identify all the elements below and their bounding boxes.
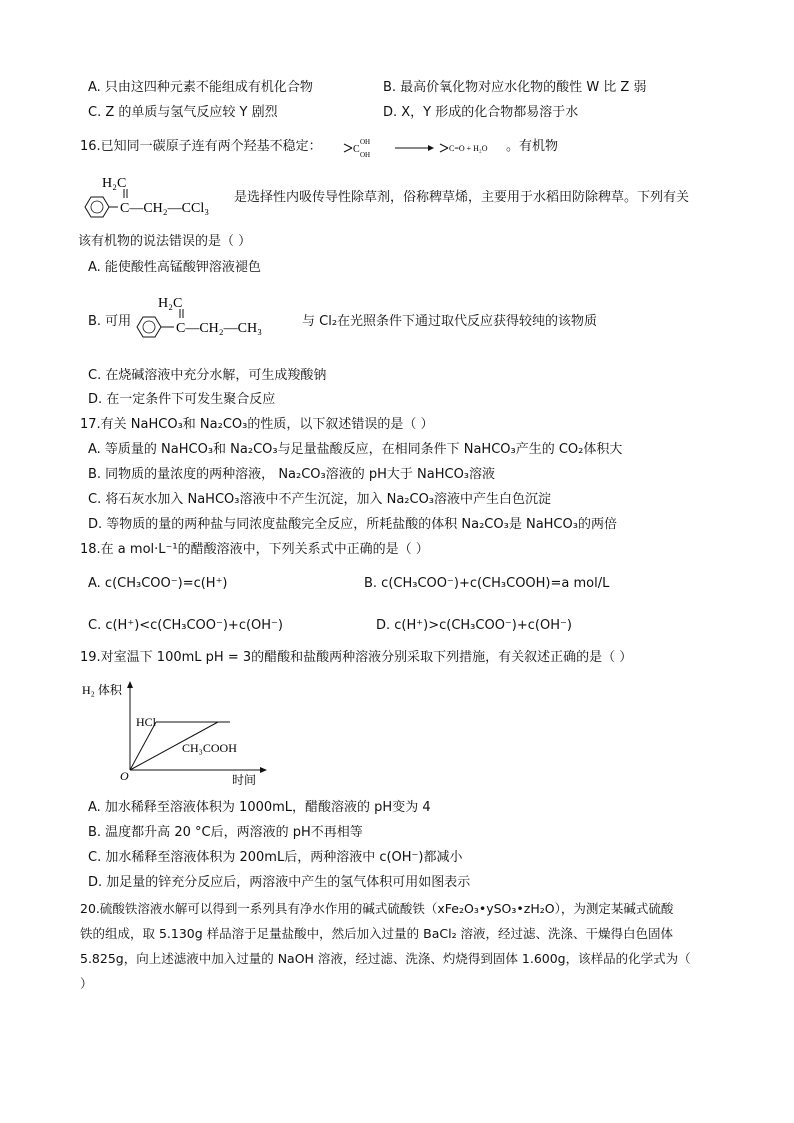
q20-line-1: 20.硫酸铁溶液水解可以得到一系列具有净水作用的碱式硫酸铁（xFe₂O₃•ySO₃•zH₂O），为测定某碱式硫酸: [80, 901, 674, 916]
q16b-h2c-label: H₂C: [158, 296, 183, 311]
graph-origin-label: O: [120, 769, 129, 783]
q19-option-c: C. 加水稀释至溶液体积为 200mL后，两种溶液中 c(OH⁻)都减小: [88, 850, 463, 865]
eq-oh-bottom: OH: [360, 151, 371, 159]
eq-oh-top: OH: [360, 138, 371, 146]
q16-chain-label: C—CH₂—CCl₃: [120, 201, 210, 216]
q19-option-b: B. 温度都升高 20 °C后，两溶液的 pH不再相等: [88, 825, 363, 840]
q20-line-3: 5.825g，向上述滤液中加入过量的 NaOH 溶液，经过滤、洗涤、灼烧得到固体 1.600g，该样品的化学式为（: [80, 951, 691, 966]
q18-option-d: D. c(H⁺)>c(CH₃COO⁻)+c(OH⁻): [376, 618, 572, 633]
q18-option-b: B. c(CH₃COO⁻)+c(CH₃COOH)=a mol/L: [364, 576, 610, 591]
q16b-chain-label: C—CH₂—CH₃: [176, 321, 262, 336]
q17-stem: 17.有关 NaHCO₃和 Na₂CO₃的性质，以下叙述错误的是（ ）: [80, 417, 434, 432]
svg-text:C: C: [353, 144, 360, 155]
q16-option-b-structure: [132, 290, 302, 342]
q19-stem: 19.对室温下 100mL pH = 3的醋酸和盐酸两种溶液分别采取下列措施，有关叙述正确的是（ ）: [80, 650, 633, 665]
q17-option-c: C. 将石灰水加入 NaHCO₃溶液中不产生沉淀，加入 Na₂CO₃溶液中产生白色沉淀: [88, 492, 552, 507]
q16-intro-end: 。有机物: [506, 139, 559, 154]
q16-stem: 该有机物的说法错误的是（ ）: [78, 234, 252, 249]
q18-option-c: C. c(H⁺)<c(CH₃COO⁻)+c(OH⁻): [88, 618, 283, 633]
q16-option-b-suffix: 与 Cl₂在光照条件下通过取代反应获得较纯的该物质: [302, 314, 598, 329]
q16-option-a: A. 能使酸性高锰酸钾溶液褪色: [88, 260, 261, 275]
q17-option-b: B. 同物质的量浓度的两种溶液， Na₂CO₃溶液的 pH大于 NaHCO₃溶液: [88, 467, 496, 482]
eq-product: C=O + H₂O: [449, 144, 488, 153]
q17-option-d: D. 等物质的量的两种盐与同浓度盐酸完全反应，所耗盐酸的体积 Na₂CO₃是 NaHCO₃的两倍: [88, 517, 617, 532]
q19-option-a: A. 加水稀释至溶液体积为 1000mL，醋酸溶液的 pH变为 4: [88, 800, 431, 815]
q16-intro: 16.已知同一碳原子连有两个羟基不稳定：: [80, 139, 322, 154]
q18-option-a: A. c(CH₃COO⁻)=c(H⁺): [88, 576, 228, 591]
geminal-diol-equation: [340, 134, 530, 162]
q20-line-2: 铁的组成，取 5.130g 样品溶于足量盐酸中，然后加入过量的 BaCl₂ 溶液，经过滤、洗涤、干燥得白色固体: [80, 926, 674, 941]
graph-acetic-label: CH₃COOH: [182, 741, 237, 755]
q20-line-4: ）: [80, 976, 93, 991]
q16-option-c: C. 在烧碱溶液中充分水解，可生成羧酸钠: [88, 368, 327, 383]
q19-option-d: D. 加足量的锌充分反应后，两溶液中产生的氢气体积可用如图表示: [88, 875, 471, 890]
q15-option-a: A. 只由这四种元素不能组成有机化合物: [88, 80, 313, 95]
q15-option-d: D. X，Y 形成的化合物都易溶于水: [383, 105, 579, 120]
graph-hcl-label: HCl: [136, 715, 157, 729]
q15-option-c: C. Z 的单质与氢气反应较 Y 剧烈: [88, 105, 278, 120]
q16-molecule-structure: [80, 170, 240, 222]
q17-option-a: A. 等质量的 NaHCO₃和 Na₂CO₃与足量盐酸反应，在相同条件下 NaHCO₃产生的 CO₂体积大: [88, 442, 623, 457]
q16-option-d: D. 在一定条件下可发生聚合反应: [88, 392, 276, 407]
q16-h2c-label: H₂C: [102, 176, 127, 191]
q15-option-b: B. 最高价氧化物对应水化物的酸性 W 比 Z 弱: [383, 80, 647, 95]
graph-y-label: H₂ 体积: [82, 683, 122, 697]
q19-hydrogen-volume-graph: [80, 678, 280, 790]
q16-option-b-prefix: B. 可用: [88, 314, 132, 329]
q18-stem: 18.在 a mol·L⁻¹的醋酸溶液中，下列关系式中正确的是（ ）: [80, 542, 429, 557]
graph-x-label: 时间: [232, 773, 257, 787]
q16-description: 是选择性内吸传导性除草剂，俗称稗草烯，主要用于水稻田防除稗草。下列有关: [234, 190, 690, 205]
